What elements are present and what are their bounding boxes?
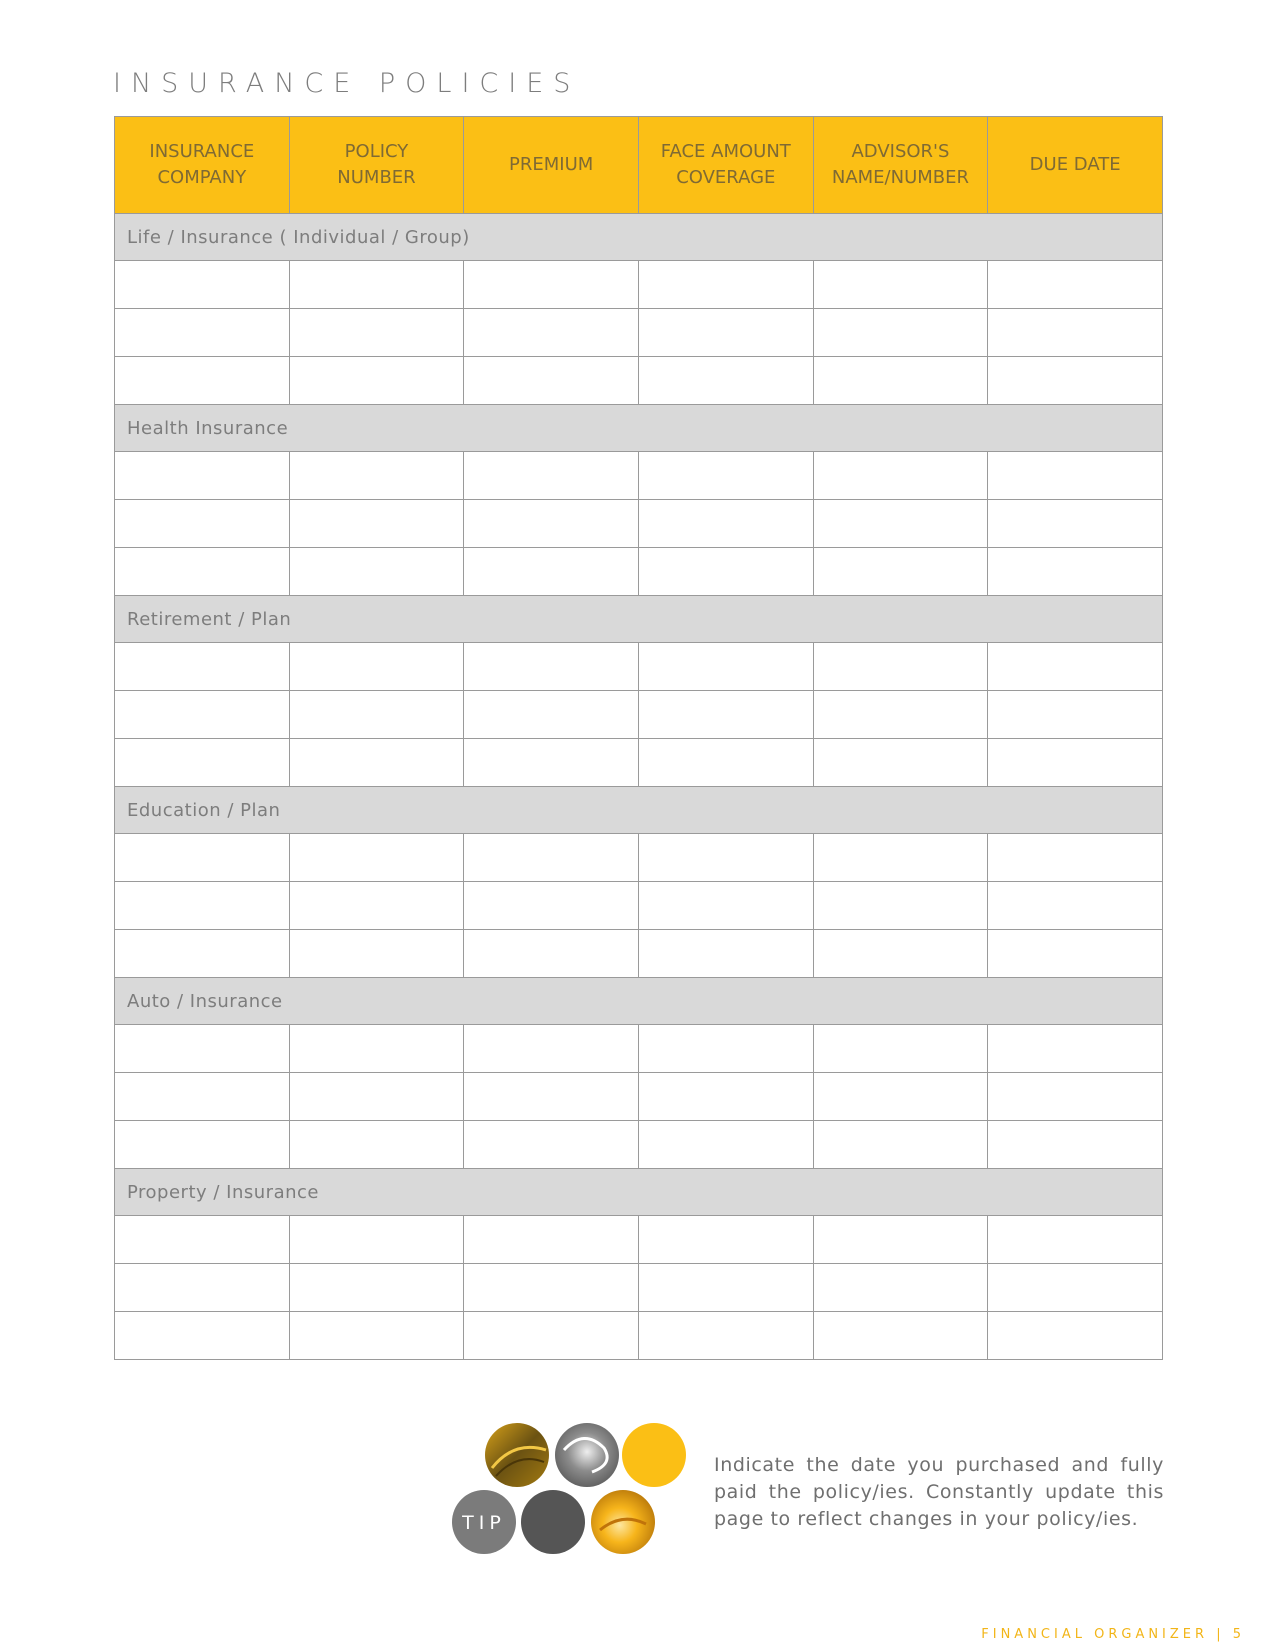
section-row bbox=[115, 596, 1163, 643]
entry-cell[interactable] bbox=[464, 1121, 639, 1169]
entry-cell[interactable] bbox=[289, 1312, 464, 1360]
entry-cell[interactable] bbox=[988, 261, 1163, 309]
entry-cell[interactable] bbox=[289, 930, 464, 978]
entry-cell[interactable] bbox=[289, 1073, 464, 1121]
section-label: Property / Insurance bbox=[115, 1169, 1163, 1216]
entry-cell[interactable] bbox=[289, 1216, 464, 1264]
entry-cell[interactable] bbox=[464, 500, 639, 548]
footer-separator: | bbox=[1216, 1627, 1225, 1642]
entry-cell[interactable] bbox=[638, 1216, 813, 1264]
entry-cell[interactable] bbox=[638, 1264, 813, 1312]
entry-cell[interactable] bbox=[464, 1312, 639, 1360]
entry-cell[interactable] bbox=[464, 930, 639, 978]
entry-cell[interactable] bbox=[115, 452, 290, 500]
table-row bbox=[115, 1073, 1163, 1121]
wheat-photo-circle bbox=[485, 1423, 549, 1487]
entry-cell[interactable] bbox=[464, 309, 639, 357]
entry-cell[interactable] bbox=[638, 882, 813, 930]
entry-cell[interactable] bbox=[115, 739, 290, 787]
entry-cell[interactable] bbox=[813, 1121, 988, 1169]
table-row bbox=[115, 309, 1163, 357]
table-row bbox=[115, 834, 1163, 882]
entry-cell[interactable] bbox=[464, 1025, 639, 1073]
entry-cell[interactable] bbox=[115, 1264, 290, 1312]
entry-cell[interactable] bbox=[289, 1264, 464, 1312]
entry-cell[interactable] bbox=[988, 691, 1163, 739]
entry-cell[interactable] bbox=[813, 882, 988, 930]
entry-cell[interactable] bbox=[464, 882, 639, 930]
section-row bbox=[115, 214, 1163, 261]
table-row bbox=[115, 261, 1163, 309]
entry-cell[interactable] bbox=[464, 452, 639, 500]
entry-cell[interactable] bbox=[988, 739, 1163, 787]
entry-cell[interactable] bbox=[813, 1312, 988, 1360]
section-label: Retirement / Plan bbox=[115, 596, 1163, 643]
entry-cell[interactable] bbox=[813, 691, 988, 739]
entry-cell[interactable] bbox=[464, 357, 639, 405]
column-header bbox=[813, 117, 988, 214]
section-row bbox=[115, 978, 1163, 1025]
entry-cell[interactable] bbox=[115, 500, 290, 548]
entry-cell[interactable] bbox=[813, 834, 988, 882]
entry-cell[interactable] bbox=[289, 643, 464, 691]
section-row bbox=[115, 787, 1163, 834]
entry-cell[interactable] bbox=[289, 548, 464, 596]
entry-cell[interactable] bbox=[115, 1025, 290, 1073]
entry-cell[interactable] bbox=[813, 548, 988, 596]
entry-cell[interactable] bbox=[289, 500, 464, 548]
entry-cell[interactable] bbox=[464, 643, 639, 691]
table-row bbox=[115, 500, 1163, 548]
entry-cell[interactable] bbox=[289, 452, 464, 500]
entry-cell[interactable] bbox=[813, 643, 988, 691]
entry-cell[interactable] bbox=[289, 309, 464, 357]
entry-cell[interactable] bbox=[464, 834, 639, 882]
entry-cell[interactable] bbox=[638, 357, 813, 405]
entry-cell[interactable] bbox=[638, 309, 813, 357]
column-header bbox=[464, 117, 639, 214]
entry-cell[interactable] bbox=[813, 930, 988, 978]
entry-cell[interactable] bbox=[813, 739, 988, 787]
entry-cell[interactable] bbox=[464, 691, 639, 739]
tip-text: Indicate the date you purchased and fully paid the policy/ies. Constantly update this page to reflect changes in your policy/ies. bbox=[714, 1454, 1164, 1530]
entry-cell[interactable] bbox=[638, 1121, 813, 1169]
table-row bbox=[115, 930, 1163, 978]
entry-cell[interactable] bbox=[638, 261, 813, 309]
table-row bbox=[115, 1312, 1163, 1360]
entry-cell[interactable] bbox=[289, 691, 464, 739]
entry-cell[interactable] bbox=[638, 1025, 813, 1073]
entry-cell[interactable] bbox=[115, 261, 290, 309]
table-row bbox=[115, 739, 1163, 787]
footer bbox=[981, 1627, 1245, 1642]
footer-label: FINANCIAL ORGANIZER bbox=[981, 1627, 1209, 1642]
section-row bbox=[115, 405, 1163, 452]
table-row bbox=[115, 643, 1163, 691]
entry-cell[interactable] bbox=[638, 548, 813, 596]
entry-cell[interactable] bbox=[289, 1025, 464, 1073]
table-row bbox=[115, 691, 1163, 739]
entry-cell[interactable] bbox=[289, 882, 464, 930]
entry-cell[interactable] bbox=[988, 1121, 1163, 1169]
entry-cell[interactable] bbox=[638, 739, 813, 787]
entry-cell[interactable] bbox=[988, 548, 1163, 596]
entry-cell[interactable] bbox=[115, 834, 290, 882]
entry-cell[interactable] bbox=[115, 1216, 290, 1264]
entry-cell[interactable] bbox=[813, 261, 988, 309]
entry-cell[interactable] bbox=[988, 1073, 1163, 1121]
entry-cell[interactable] bbox=[464, 739, 639, 787]
column-header bbox=[988, 117, 1163, 214]
column-header bbox=[289, 117, 464, 214]
entry-cell[interactable] bbox=[988, 500, 1163, 548]
entry-cell[interactable] bbox=[638, 1073, 813, 1121]
entry-cell[interactable] bbox=[988, 643, 1163, 691]
column-header bbox=[638, 117, 813, 214]
entry-cell[interactable] bbox=[988, 930, 1163, 978]
column-header-text: COVERAGE bbox=[676, 167, 776, 188]
entry-cell[interactable] bbox=[638, 691, 813, 739]
table-row bbox=[115, 882, 1163, 930]
entry-cell[interactable] bbox=[813, 309, 988, 357]
column-header-text: COMPANY bbox=[157, 167, 247, 188]
entry-cell[interactable] bbox=[115, 309, 290, 357]
section-label: Health Insurance bbox=[115, 405, 1163, 452]
entry-cell[interactable] bbox=[813, 357, 988, 405]
entry-cell[interactable] bbox=[988, 452, 1163, 500]
page-number: 5 bbox=[1232, 1627, 1245, 1642]
entry-cell[interactable] bbox=[638, 834, 813, 882]
tip-badge-label: TIP bbox=[462, 1512, 506, 1534]
entry-cell[interactable] bbox=[988, 1264, 1163, 1312]
fire-photo-circle bbox=[591, 1490, 655, 1554]
column-header-text: POLICY bbox=[344, 141, 409, 162]
table-row bbox=[115, 1025, 1163, 1073]
yellow-circle bbox=[622, 1423, 686, 1487]
entry-cell[interactable] bbox=[988, 1025, 1163, 1073]
entry-cell[interactable] bbox=[638, 1312, 813, 1360]
entry-cell[interactable] bbox=[813, 1216, 988, 1264]
entry-cell[interactable] bbox=[289, 1121, 464, 1169]
entry-cell[interactable] bbox=[988, 309, 1163, 357]
column-header-text: NUMBER bbox=[337, 167, 416, 188]
entry-cell[interactable] bbox=[813, 1264, 988, 1312]
column-header bbox=[115, 117, 290, 214]
column-header-text: ADVISOR'S bbox=[851, 141, 950, 162]
entry-cell[interactable] bbox=[464, 261, 639, 309]
column-header-text: FACE AMOUNT bbox=[660, 141, 791, 162]
entry-cell[interactable] bbox=[115, 1073, 290, 1121]
column-header-text: INSURANCE bbox=[149, 141, 255, 162]
table-row bbox=[115, 1121, 1163, 1169]
entry-cell[interactable] bbox=[115, 930, 290, 978]
entry-cell[interactable] bbox=[115, 1121, 290, 1169]
table-header-row bbox=[115, 117, 1163, 214]
entry-cell[interactable] bbox=[813, 1025, 988, 1073]
entry-cell[interactable] bbox=[115, 882, 290, 930]
table-row bbox=[115, 357, 1163, 405]
tip-graphic bbox=[452, 1420, 697, 1557]
column-header-text: DUE DATE bbox=[1029, 154, 1121, 175]
entry-cell[interactable] bbox=[289, 357, 464, 405]
page-title: INSURANCE POLICIES bbox=[113, 68, 581, 99]
dark-gray-circle bbox=[521, 1490, 585, 1554]
entry-cell[interactable] bbox=[813, 1073, 988, 1121]
entry-cell[interactable] bbox=[464, 1264, 639, 1312]
column-header-text: PREMIUM bbox=[509, 154, 594, 175]
table-body bbox=[115, 214, 1163, 1360]
entry-cell[interactable] bbox=[115, 1312, 290, 1360]
entry-cell[interactable] bbox=[464, 1216, 639, 1264]
entry-cell[interactable] bbox=[988, 1312, 1163, 1360]
section-row bbox=[115, 1169, 1163, 1216]
entry-cell[interactable] bbox=[988, 882, 1163, 930]
entry-cell[interactable] bbox=[988, 357, 1163, 405]
table-row bbox=[115, 452, 1163, 500]
entry-cell[interactable] bbox=[638, 930, 813, 978]
entry-cell[interactable] bbox=[988, 1216, 1163, 1264]
entry-cell[interactable] bbox=[464, 548, 639, 596]
marble-photo-circle bbox=[555, 1423, 619, 1487]
entry-cell[interactable] bbox=[115, 643, 290, 691]
entry-cell[interactable] bbox=[115, 691, 290, 739]
entry-cell[interactable] bbox=[638, 500, 813, 548]
entry-cell[interactable] bbox=[289, 739, 464, 787]
entry-cell[interactable] bbox=[638, 643, 813, 691]
entry-cell[interactable] bbox=[638, 452, 813, 500]
table-row bbox=[115, 1216, 1163, 1264]
entry-cell[interactable] bbox=[813, 452, 988, 500]
column-header-text: NAME/NUMBER bbox=[831, 167, 970, 188]
entry-cell[interactable] bbox=[115, 357, 290, 405]
table-row bbox=[115, 1264, 1163, 1312]
section-label: Life / Insurance ( Individual / Group) bbox=[115, 214, 1163, 261]
entry-cell[interactable] bbox=[289, 834, 464, 882]
section-label: Education / Plan bbox=[115, 787, 1163, 834]
entry-cell[interactable] bbox=[813, 500, 988, 548]
entry-cell[interactable] bbox=[289, 261, 464, 309]
entry-cell[interactable] bbox=[988, 834, 1163, 882]
entry-cell[interactable] bbox=[115, 548, 290, 596]
table-row bbox=[115, 548, 1163, 596]
insurance-policies-table bbox=[114, 116, 1163, 1360]
entry-cell[interactable] bbox=[464, 1073, 639, 1121]
section-label: Auto / Insurance bbox=[115, 978, 1163, 1025]
